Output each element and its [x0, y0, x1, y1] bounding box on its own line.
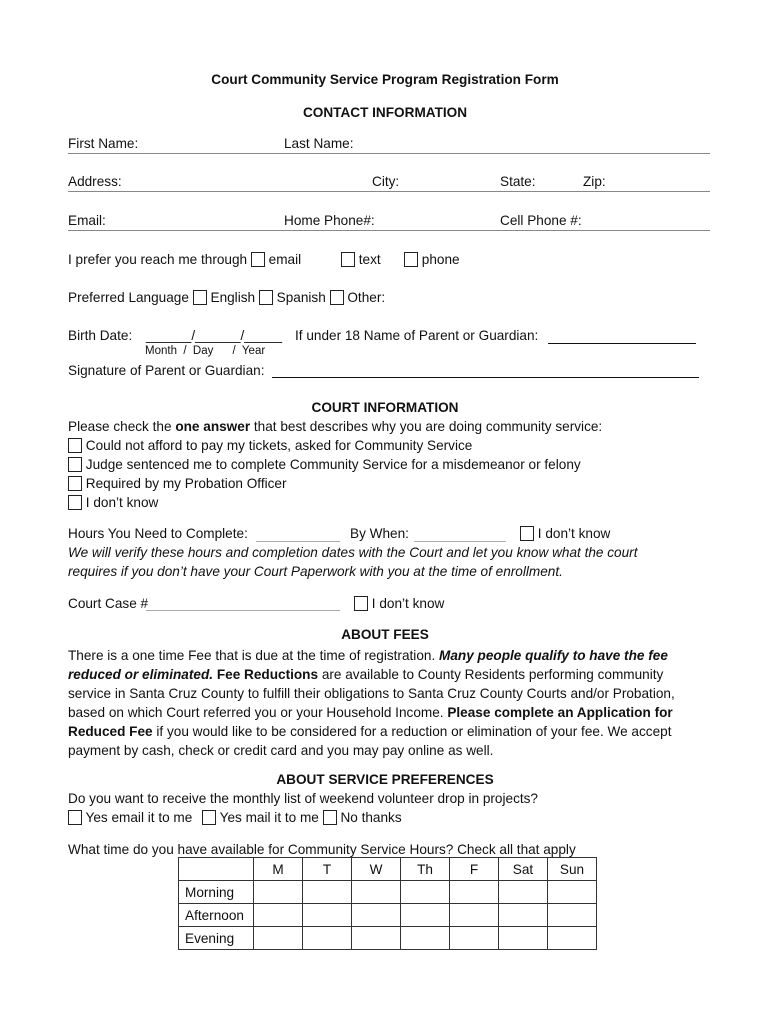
availability-cell[interactable] — [499, 927, 548, 950]
language-other-label: Other: — [347, 290, 386, 305]
verify-note-line-2: requires if you don’t have your Court Paperwork with you at the time of enrollment. — [68, 564, 563, 579]
service-question: Do you want to receive the monthly list of weekend volunteer drop in projects? — [68, 791, 538, 806]
first-name-label: First Name: — [68, 136, 139, 151]
availability-cell[interactable] — [254, 904, 303, 927]
court-option-4-label: I don’t know — [85, 495, 159, 510]
day-header: M — [254, 858, 303, 881]
fees-heading: ABOUT FEES — [341, 627, 429, 642]
availability-table — [178, 857, 597, 950]
availability-cell[interactable] — [352, 904, 401, 927]
table-row — [179, 904, 597, 927]
email-label: Email: — [68, 213, 106, 228]
prefer-phone-label: phone — [421, 252, 460, 267]
court-intro-pre: Please check the — [68, 419, 176, 434]
fees-text-2: Many people qualify to have the fee reduced or eliminated. — [68, 648, 668, 682]
email-phone-field[interactable] — [68, 230, 710, 231]
cell-phone-label: Cell Phone #: — [500, 213, 582, 228]
availability-cell[interactable] — [303, 881, 352, 904]
day-header: W — [352, 858, 401, 881]
court-intro — [68, 419, 602, 434]
court-option-4 — [68, 495, 158, 510]
availability-cell[interactable] — [401, 881, 450, 904]
prefer-email-checkbox[interactable] — [251, 252, 265, 267]
court-option-2-checkbox[interactable] — [68, 457, 82, 472]
guardian-signature-field[interactable] — [272, 377, 699, 378]
by-when-field[interactable] — [414, 541, 506, 542]
state-label: State: — [500, 174, 536, 189]
availability-cell[interactable] — [499, 881, 548, 904]
hours-dont-know — [520, 526, 610, 541]
availability-cell[interactable] — [352, 927, 401, 950]
prefer-contact-label: I prefer you reach me through — [68, 252, 248, 267]
court-case-field[interactable] — [146, 610, 340, 611]
availability-cell[interactable] — [548, 881, 597, 904]
by-when-label: By When: — [350, 526, 409, 541]
court-option-1-checkbox[interactable] — [68, 438, 82, 453]
court-option-2 — [68, 457, 581, 472]
birth-date-hint: Month / Day / Year — [145, 345, 266, 357]
court-option-3 — [68, 476, 287, 491]
day-header: Sat — [499, 858, 548, 881]
availability-cell[interactable] — [548, 904, 597, 927]
table-corner-cell — [179, 858, 254, 881]
birth-date-label: Birth Date: — [68, 328, 133, 343]
service-heading: ABOUT SERVICE PREFERENCES — [276, 772, 494, 787]
availability-cell[interactable] — [450, 904, 499, 927]
court-intro-post: that best describes why you are doing community service: — [250, 419, 603, 434]
availability-cell[interactable] — [450, 927, 499, 950]
availability-cell[interactable] — [254, 927, 303, 950]
availability-cell[interactable] — [401, 927, 450, 950]
availability-cell[interactable] — [548, 927, 597, 950]
address-label: Address: — [68, 174, 122, 189]
availability-cell[interactable] — [401, 904, 450, 927]
court-option-1 — [68, 438, 472, 453]
availability-cell[interactable] — [499, 904, 548, 927]
guardian-signature-label: Signature of Parent or Guardian: — [68, 363, 265, 378]
availability-cell[interactable] — [303, 904, 352, 927]
court-intro-bold: one answer — [175, 419, 251, 434]
prefer-contact-row — [68, 252, 301, 267]
service-yes-email-label: Yes email it to me — [85, 810, 193, 825]
court-heading: COURT INFORMATION — [311, 400, 459, 415]
time-label: Afternoon — [179, 904, 254, 927]
service-options — [68, 810, 402, 825]
form-title: Court Community Service Program Registration Form — [211, 72, 559, 87]
time-label: Morning — [179, 881, 254, 904]
hours-dont-know-label: I don’t know — [537, 526, 611, 541]
language-other-checkbox[interactable] — [330, 290, 344, 305]
fees-text-4: Fee Reductions — [216, 667, 319, 682]
language-english-label: English — [210, 290, 256, 305]
prefer-text-label: text — [358, 252, 381, 267]
language-spanish-label: Spanish — [276, 290, 326, 305]
contact-heading: CONTACT INFORMATION — [302, 105, 468, 120]
table-row — [179, 881, 597, 904]
last-name-label: Last Name: — [284, 136, 354, 151]
prefer-phone-option — [404, 252, 460, 267]
day-header: Th — [401, 858, 450, 881]
availability-cell[interactable] — [254, 881, 303, 904]
language-label: Preferred Language — [68, 290, 189, 305]
court-option-4-checkbox[interactable] — [68, 495, 82, 510]
prefer-text-option — [341, 252, 381, 267]
service-no-thanks-label: No thanks — [340, 810, 402, 825]
hours-dont-know-checkbox[interactable] — [520, 526, 534, 541]
availability-cell[interactable] — [450, 881, 499, 904]
day-header: T — [303, 858, 352, 881]
city-label: City: — [372, 174, 400, 189]
table-header-row — [179, 858, 597, 881]
service-yes-mail-checkbox[interactable] — [202, 810, 216, 825]
availability-cell[interactable] — [352, 881, 401, 904]
availability-cell[interactable] — [303, 927, 352, 950]
home-phone-label: Home Phone#: — [284, 213, 375, 228]
guardian-name-field[interactable] — [548, 343, 696, 344]
fees-text-5: are available to County Residents performing community service in Santa Cruz County to fulfill their obligations to Santa Cruz County Courts and/or Probation, based on which Court referred you or your Household Income. — [68, 667, 675, 720]
day-header: F — [450, 858, 499, 881]
fees-text-1: There is a one time Fee that is due at the time of registration. — [68, 648, 439, 663]
court-option-1-label: Could not afford to pay my tickets, asked for Community Service — [85, 438, 473, 453]
service-yes-mail-label: Yes mail it to me — [219, 810, 319, 825]
guardian-name-label: If under 18 Name of Parent or Guardian: — [295, 328, 539, 343]
prefer-text-checkbox[interactable] — [341, 252, 355, 267]
fees-text-7: if you would like to be considered for a reduction or elimination of your fee. We accept payment by cash, check or credit card and you may pay online as well. — [68, 724, 672, 758]
language-english-checkbox[interactable] — [193, 290, 207, 305]
zip-label: Zip: — [583, 174, 606, 189]
case-dont-know-label: I don’t know — [371, 596, 445, 611]
court-option-3-checkbox[interactable] — [68, 476, 82, 491]
table-row — [179, 927, 597, 950]
address-field[interactable] — [68, 191, 710, 192]
language-row — [68, 290, 385, 305]
first-last-name-field[interactable] — [68, 153, 710, 154]
hours-field[interactable] — [256, 541, 340, 542]
language-spanish-checkbox[interactable] — [259, 290, 273, 305]
time-label: Evening — [179, 927, 254, 950]
court-option-3-label: Required by my Probation Officer — [85, 476, 287, 491]
fees-text-6: Please complete an Application for Reduced Fee — [68, 705, 673, 739]
court-option-2-label: Judge sentenced me to complete Community Service for a misdemeanor or felony — [85, 457, 581, 472]
time-question: What time do you have available for Community Service Hours? Check all that apply — [68, 842, 576, 857]
court-case-label: Court Case # — [68, 596, 149, 611]
prefer-phone-checkbox[interactable] — [404, 252, 418, 267]
case-dont-know — [354, 596, 444, 611]
case-dont-know-checkbox[interactable] — [354, 596, 368, 611]
service-no-thanks-checkbox[interactable] — [323, 810, 337, 825]
birth-date-field[interactable]: ______/______/_____ — [146, 328, 283, 343]
fees-paragraph — [68, 646, 708, 760]
verify-note-line-1: We will verify these hours and completion dates with the Court and let you know what the court — [68, 545, 638, 560]
prefer-email-label: email — [268, 252, 302, 267]
hours-label: Hours You Need to Complete: — [68, 526, 248, 541]
day-header: Sun — [548, 858, 597, 881]
service-yes-email-checkbox[interactable] — [68, 810, 82, 825]
